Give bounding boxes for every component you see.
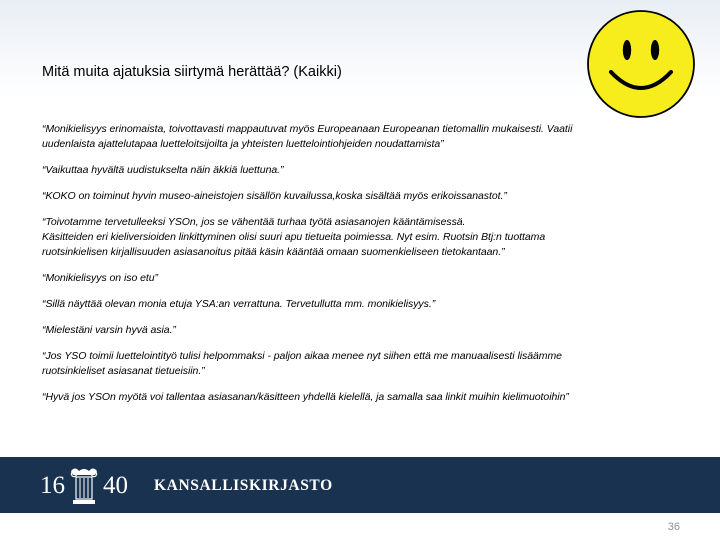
- quote-item: [42, 297, 692, 312]
- quote-line: “Jos YSO toimii luettelointityö tulisi helpommaksi - paljon aikaa menee nyt siihen että me manuaalisesti lisäämme: [42, 350, 562, 362]
- quote-line: ruotsinkielisen kirjallisuuden asiasanoitus pitää käsin kääntää omaan suomenkieliseen tietokantaan.”: [42, 246, 505, 258]
- quote-line: “Sillä näyttää olevan monia etuja YSA:an verrattuna. Tervetullutta mm. monikielisyys.”: [42, 298, 436, 310]
- quote-line: Käsitteiden eri kieliversioiden linkittyminen olisi suuri apu tietueita poimiessa. Nyt esim. Ruotsin Btj:n tuottama: [42, 231, 546, 243]
- quote-line: “Mielestäni varsin hyvä asia.”: [42, 324, 176, 336]
- quote-item: [42, 163, 692, 178]
- logo-name: KANSALLISKIRJASTO: [154, 477, 333, 494]
- page-number: 36: [667, 521, 680, 533]
- quotes-list: [42, 122, 692, 416]
- quote-line: “Toivotamme tervetulleeksi YSOn, jos se vähentää turhaa työtä asiasanojen kääntämisessä.: [42, 216, 466, 228]
- quote-item: [42, 215, 692, 260]
- quote-line: “KOKO on toiminut hyvin museo-aineistojen sisällön kuvailussa,koska sisältää myös erikoissanastot.”: [42, 190, 507, 202]
- quote-item: [42, 323, 692, 338]
- quote-item: [42, 189, 692, 204]
- quote-item: [42, 390, 692, 405]
- column-icon: [69, 466, 99, 506]
- quote-item: [42, 271, 692, 286]
- quote-line: “Monikielisyys on iso etu”: [42, 272, 158, 284]
- logo-year-left: 16: [40, 472, 65, 499]
- quote-line: “Hyvä jos YSOn myötä voi tallentaa asiasanan/käsitteen yhdellä kielellä, ja samalla saa linkit muihin kielimuotoihin”: [42, 391, 569, 403]
- quote-line: “Vaikuttaa hyvältä uudistukselta näin äkkiä luettuna.”: [42, 164, 284, 176]
- slide-title: Mitä muita ajatuksia siirtymä herättää? (Kaikki): [42, 64, 342, 80]
- kansalliskirjasto-logo: [40, 465, 333, 507]
- quote-item: [42, 122, 692, 152]
- quote-line: ruotsinkieliset asiasanat tietueisiin.”: [42, 365, 205, 377]
- quote-line: “Monikielisyys erinomaista, toivottavasti mappautuvat myös Europeanaan Europeanan tietomallin mukaisesti. Vaatii: [42, 123, 573, 135]
- quote-line: uudenlaista ajattelutapaa luetteloitsijoilta ja yhteisten luettelointiohjeiden noudattamista”: [42, 138, 444, 150]
- smiley-face-icon: [585, 8, 697, 120]
- logo-year: [40, 466, 128, 506]
- logo-year-right: 40: [103, 472, 128, 499]
- quote-item: [42, 349, 692, 379]
